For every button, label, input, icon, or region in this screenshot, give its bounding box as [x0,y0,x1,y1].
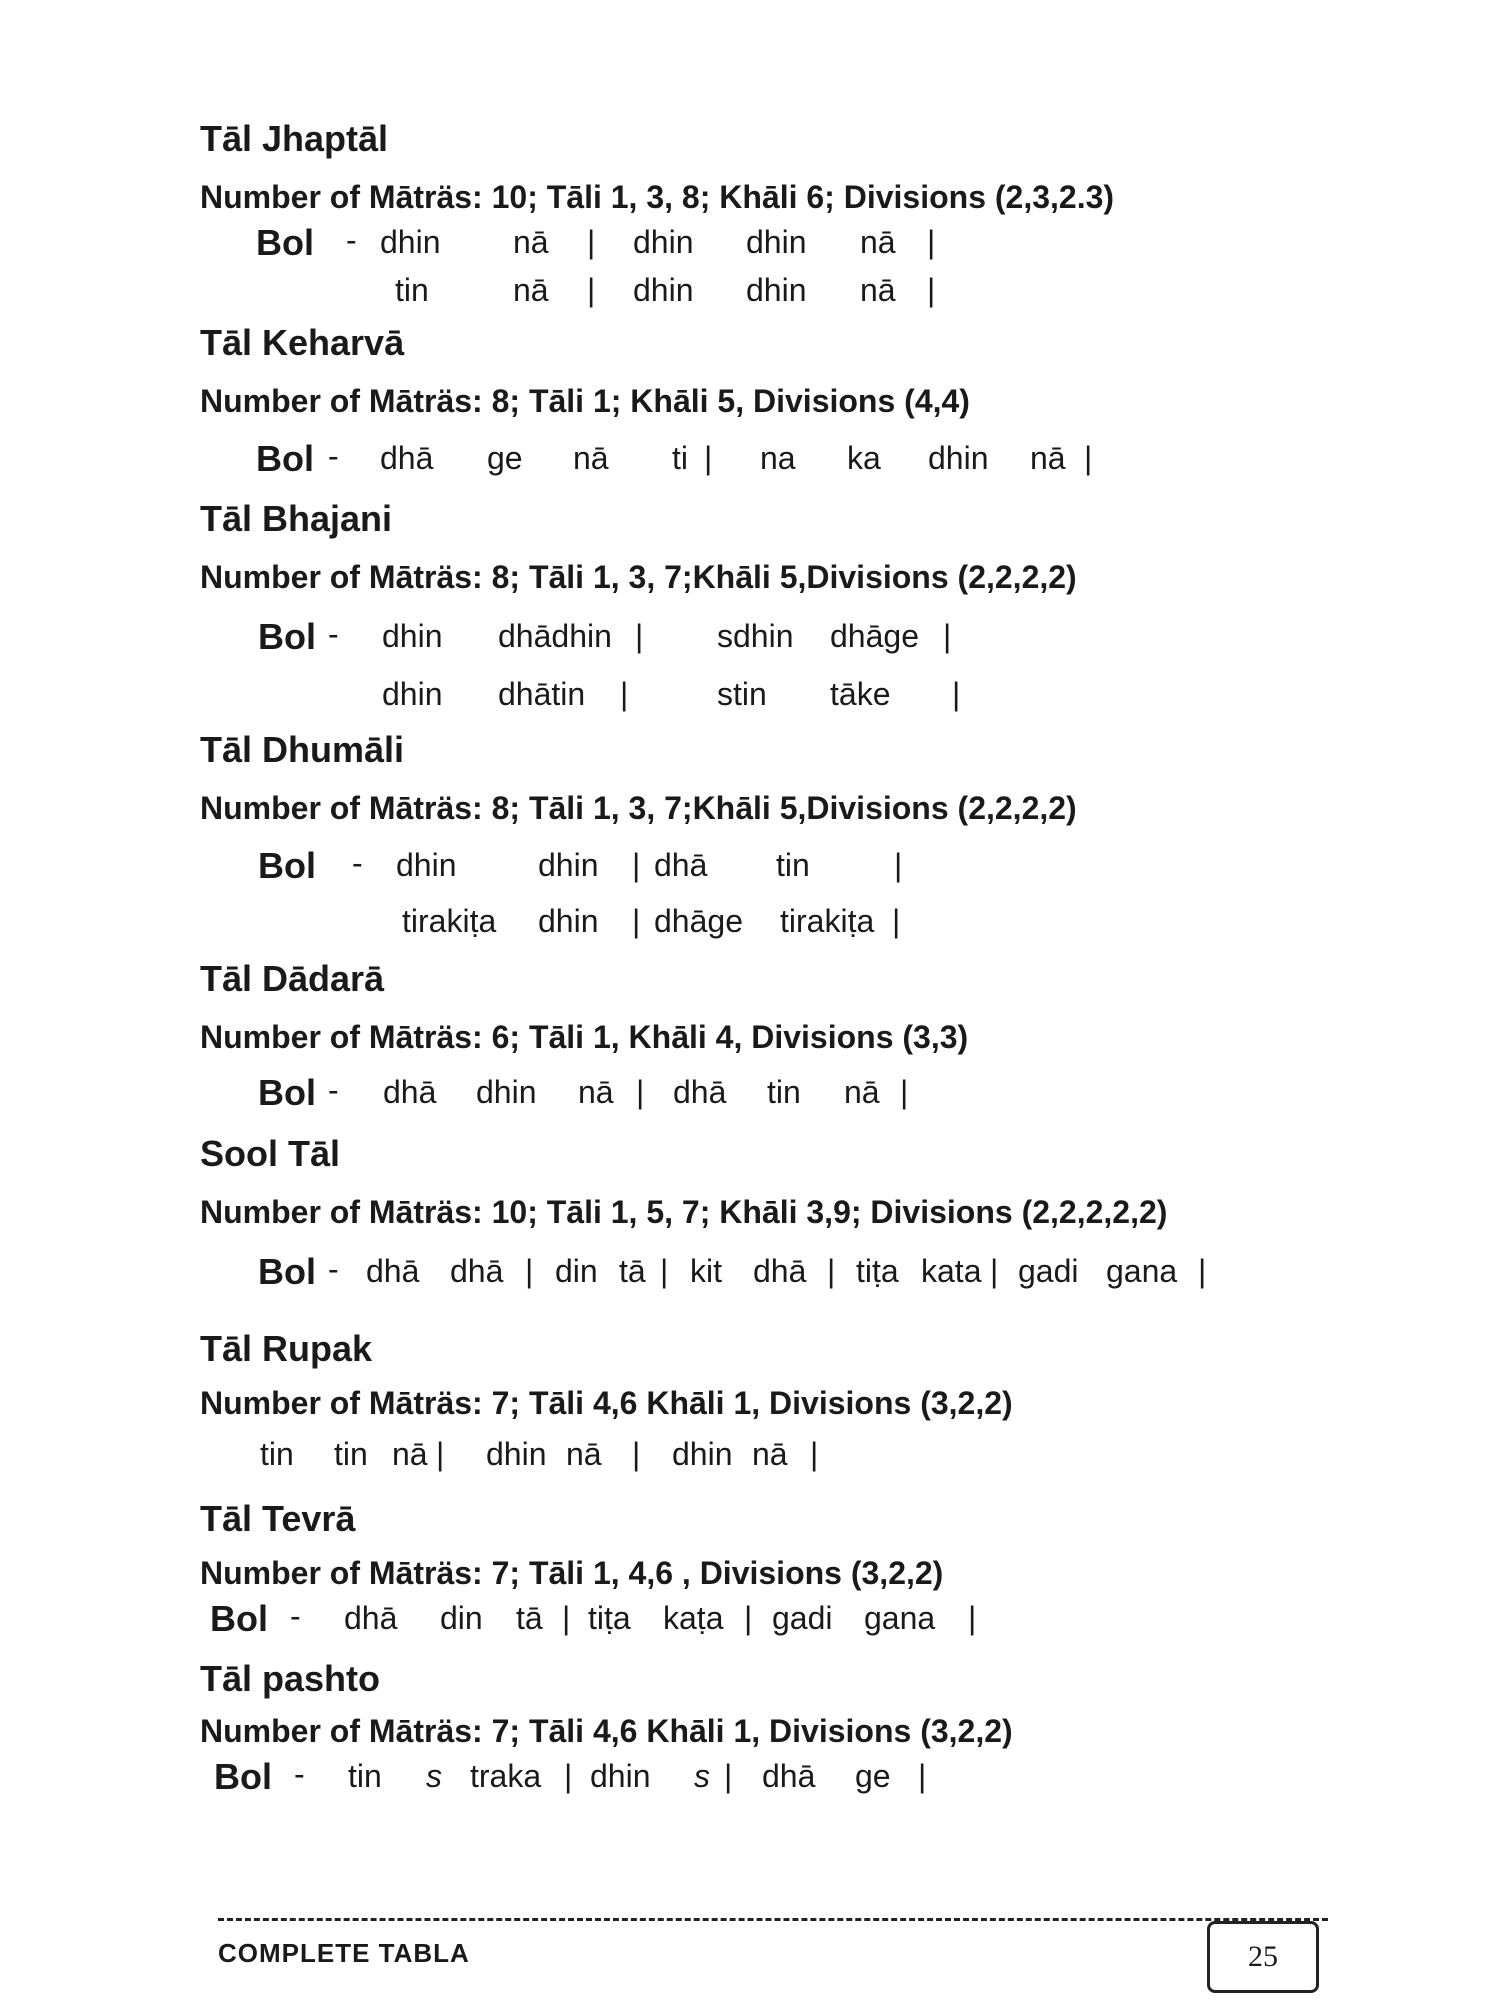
bol-divider: | [724,1758,733,1794]
bol-token: kata [921,1253,982,1289]
bol-token: dhin [382,618,443,654]
bol-label: Bol [258,845,316,886]
bol-token: gadi [772,1600,833,1636]
bol-token: dhādhin [498,618,612,654]
section-dhumali [200,729,1320,943]
bol-divider: | [632,903,641,939]
bol-token: nā [392,1436,428,1472]
bol-divider: | [636,1074,645,1110]
bol-token: dhin [476,1074,537,1110]
bol-token: din [555,1253,598,1289]
section-jhaptal [200,118,1320,312]
bol-divider: | [562,1600,571,1636]
section-title: Tāl Rupak [200,1328,373,1369]
bol-token: dhin [396,847,457,883]
bol-divider: | [918,1758,927,1794]
bol-token: nā [860,224,896,260]
bol-divider: | [632,847,641,883]
bol-token: traka [470,1758,542,1794]
bol-row [200,432,1320,480]
bol-token: dhā [366,1253,420,1289]
bol-divider: | [660,1253,669,1289]
bol-divider: | [894,847,903,883]
section-pashto [200,1658,1320,1798]
bol-token: tirakiṭa [780,903,875,939]
bol-divider: | [827,1253,836,1289]
bol-divider: | [587,272,596,308]
section-sool-tal [200,1133,1320,1293]
bol-token: gana [864,1600,936,1636]
section-meta: Number of Māträs: 6; Tāli 1, Khāli 4, Divisions (3,3) [200,1019,969,1055]
bol-label: Bol [210,1598,268,1639]
bol-divider: | [810,1436,819,1472]
bol-divider: | [744,1600,753,1636]
bol-token: tiṭa [856,1253,899,1289]
bol-token: dhin [380,224,441,260]
section-title: Tāl Keharvā [200,322,405,363]
bol-divider: | [1084,440,1093,476]
bol-divider: | [587,224,596,260]
bol-dash: - [328,616,339,652]
page-number-box [1207,1921,1319,1993]
bol-divider: | [943,618,952,654]
bol-token: dhin [538,903,599,939]
bol-token: dhin [746,224,807,260]
bol-divider: | [620,676,629,712]
bol-token: nā [566,1436,602,1472]
bol-row [200,264,1320,312]
bol-label: Bol [258,616,316,657]
bol-token: tin [260,1436,294,1472]
bol-token: nā [513,272,549,308]
bol-row [200,1245,1320,1293]
bol-divider: | [632,1436,641,1472]
bol-divider: | [990,1253,999,1289]
bol-token: tiṭa [588,1600,631,1636]
section-keharva [200,322,1320,480]
section-dadara [200,958,1320,1114]
bol-dash: - [294,1756,305,1792]
footer-book-title: COMPLETE TABLA [218,1938,470,1968]
bol-token: tāke [830,676,891,712]
bol-token: dhin [486,1436,547,1472]
bol-token: kit [690,1253,722,1289]
bol-token: s [426,1758,442,1794]
bol-token: dhā [753,1253,807,1289]
bol-divider: | [436,1436,445,1472]
bol-row [200,895,1320,943]
bol-row [200,668,1320,716]
bol-dash: - [328,1072,339,1108]
bol-row [200,1592,1320,1640]
bol-token: ti [672,440,688,476]
bol-divider: | [635,618,644,654]
bol-token: dhin [538,847,599,883]
section-meta: Number of Māträs: 8; Tāli 1, 3, 7;Khāli 5,Divisions (2,2,2,2) [200,559,1077,595]
bol-token: dhāge [830,618,919,654]
bol-token: dhin [633,272,694,308]
page-number: 25 [1248,1940,1278,1973]
bol-label: Bol [214,1756,272,1797]
bol-token: sdhin [717,618,794,654]
section-title: Tāl Bhajani [200,498,393,539]
bol-token: nā [844,1074,880,1110]
bol-token: dhin [382,676,443,712]
bol-token: tin [776,847,810,883]
bol-row [200,1066,1320,1114]
bol-label: Bol [256,222,314,263]
bol-token: tin [395,272,429,308]
bol-divider: | [968,1600,977,1636]
bol-token: dhā [380,440,434,476]
bol-token: tin [767,1074,801,1110]
bol-token: nā [578,1074,614,1110]
bol-token: nā [752,1436,788,1472]
bol-dash: - [328,438,339,474]
bol-divider: | [1198,1253,1207,1289]
bol-token: dhā [762,1758,816,1794]
section-title: Tāl pashto [200,1658,381,1699]
bol-token: gana [1106,1253,1178,1289]
section-title: Sool Tāl [200,1133,341,1174]
bol-token: na [760,440,796,476]
bol-token: dhā [383,1074,437,1110]
bol-token: tin [348,1758,382,1794]
bol-divider: | [900,1074,909,1110]
section-meta: Number of Māträs: 8; Tāli 1, 3, 7;Khāli 5,Divisions (2,2,2,2) [200,790,1077,826]
bol-row [200,1750,1320,1798]
section-meta: Number of Māträs: 7; Tāli 1, 4,6 , Divisions (3,2,2) [200,1555,944,1591]
bol-row [200,216,1320,264]
bol-row [200,839,1320,887]
footer-divider [218,1918,1328,1921]
section-meta: Number of Māträs: 8; Tāli 1; Khāli 5, Divisions (4,4) [200,383,970,419]
bol-token: dhin [590,1758,651,1794]
bol-label: Bol [258,1072,316,1113]
bol-token: tirakiṭa [402,903,497,939]
bol-divider: | [892,903,901,939]
section-tevra [200,1498,1320,1640]
bol-token: dhin [672,1436,733,1472]
section-bhajani [200,498,1320,716]
bol-token: tin [334,1436,368,1472]
bol-token: nā [1030,440,1066,476]
bol-token: dhātin [498,676,586,712]
bol-token: nā [513,224,549,260]
bol-token: gadi [1018,1253,1079,1289]
bol-token: dhin [633,224,694,260]
bol-token: dhā [673,1074,727,1110]
section-meta: Number of Māträs: 7; Tāli 4,6 Khāli 1, Divisions (3,2,2) [200,1385,1013,1421]
bol-divider: | [927,272,936,308]
section-title: Tāl Dādarā [200,958,385,999]
bol-divider: | [525,1253,534,1289]
section-meta: Number of Māträs: 10; Tāli 1, 3, 8; Khāli 6; Divisions (2,3,2.3) [200,179,1115,215]
bol-token: dhā [344,1600,398,1636]
bol-label: Bol [256,438,314,479]
bol-divider: | [927,224,936,260]
section-title: Tāl Jhaptāl [200,118,389,159]
bol-token: tā [619,1253,646,1289]
section-title: Tāl Dhumāli [200,729,405,770]
bol-token: stin [717,676,767,712]
section-rupak [200,1328,1320,1476]
section-title: Tāl Tevrā [200,1498,356,1539]
bol-divider: | [704,440,713,476]
bol-divider: | [564,1758,573,1794]
bol-token: tā [516,1600,543,1636]
bol-token: ge [487,440,523,476]
bol-token: din [440,1600,483,1636]
section-meta: Number of Māträs: 10; Tāli 1, 5, 7; Khāli 3,9; Divisions (2,2,2,2,2) [200,1194,1168,1230]
bol-token: kaṭa [663,1600,724,1636]
bol-row [200,1428,1320,1476]
bol-token: ge [855,1758,891,1794]
bol-token: nā [860,272,896,308]
bol-divider: | [952,676,961,712]
bol-token: nā [573,440,609,476]
bol-row [200,610,1320,658]
bol-token: s [694,1758,710,1794]
bol-token: dhin [928,440,989,476]
bol-dash: - [352,845,363,881]
bol-dash: - [328,1251,339,1287]
bol-token: dhāge [654,903,743,939]
bol-token: ka [847,440,881,476]
bol-token: dhin [746,272,807,308]
section-meta: Number of Māträs: 7; Tāli 4,6 Khāli 1, Divisions (3,2,2) [200,1713,1013,1749]
bol-dash: - [346,222,357,258]
bol-token: dhā [654,847,708,883]
bol-label: Bol [258,1251,316,1292]
bol-dash: - [290,1598,301,1634]
bol-token: dhā [450,1253,504,1289]
